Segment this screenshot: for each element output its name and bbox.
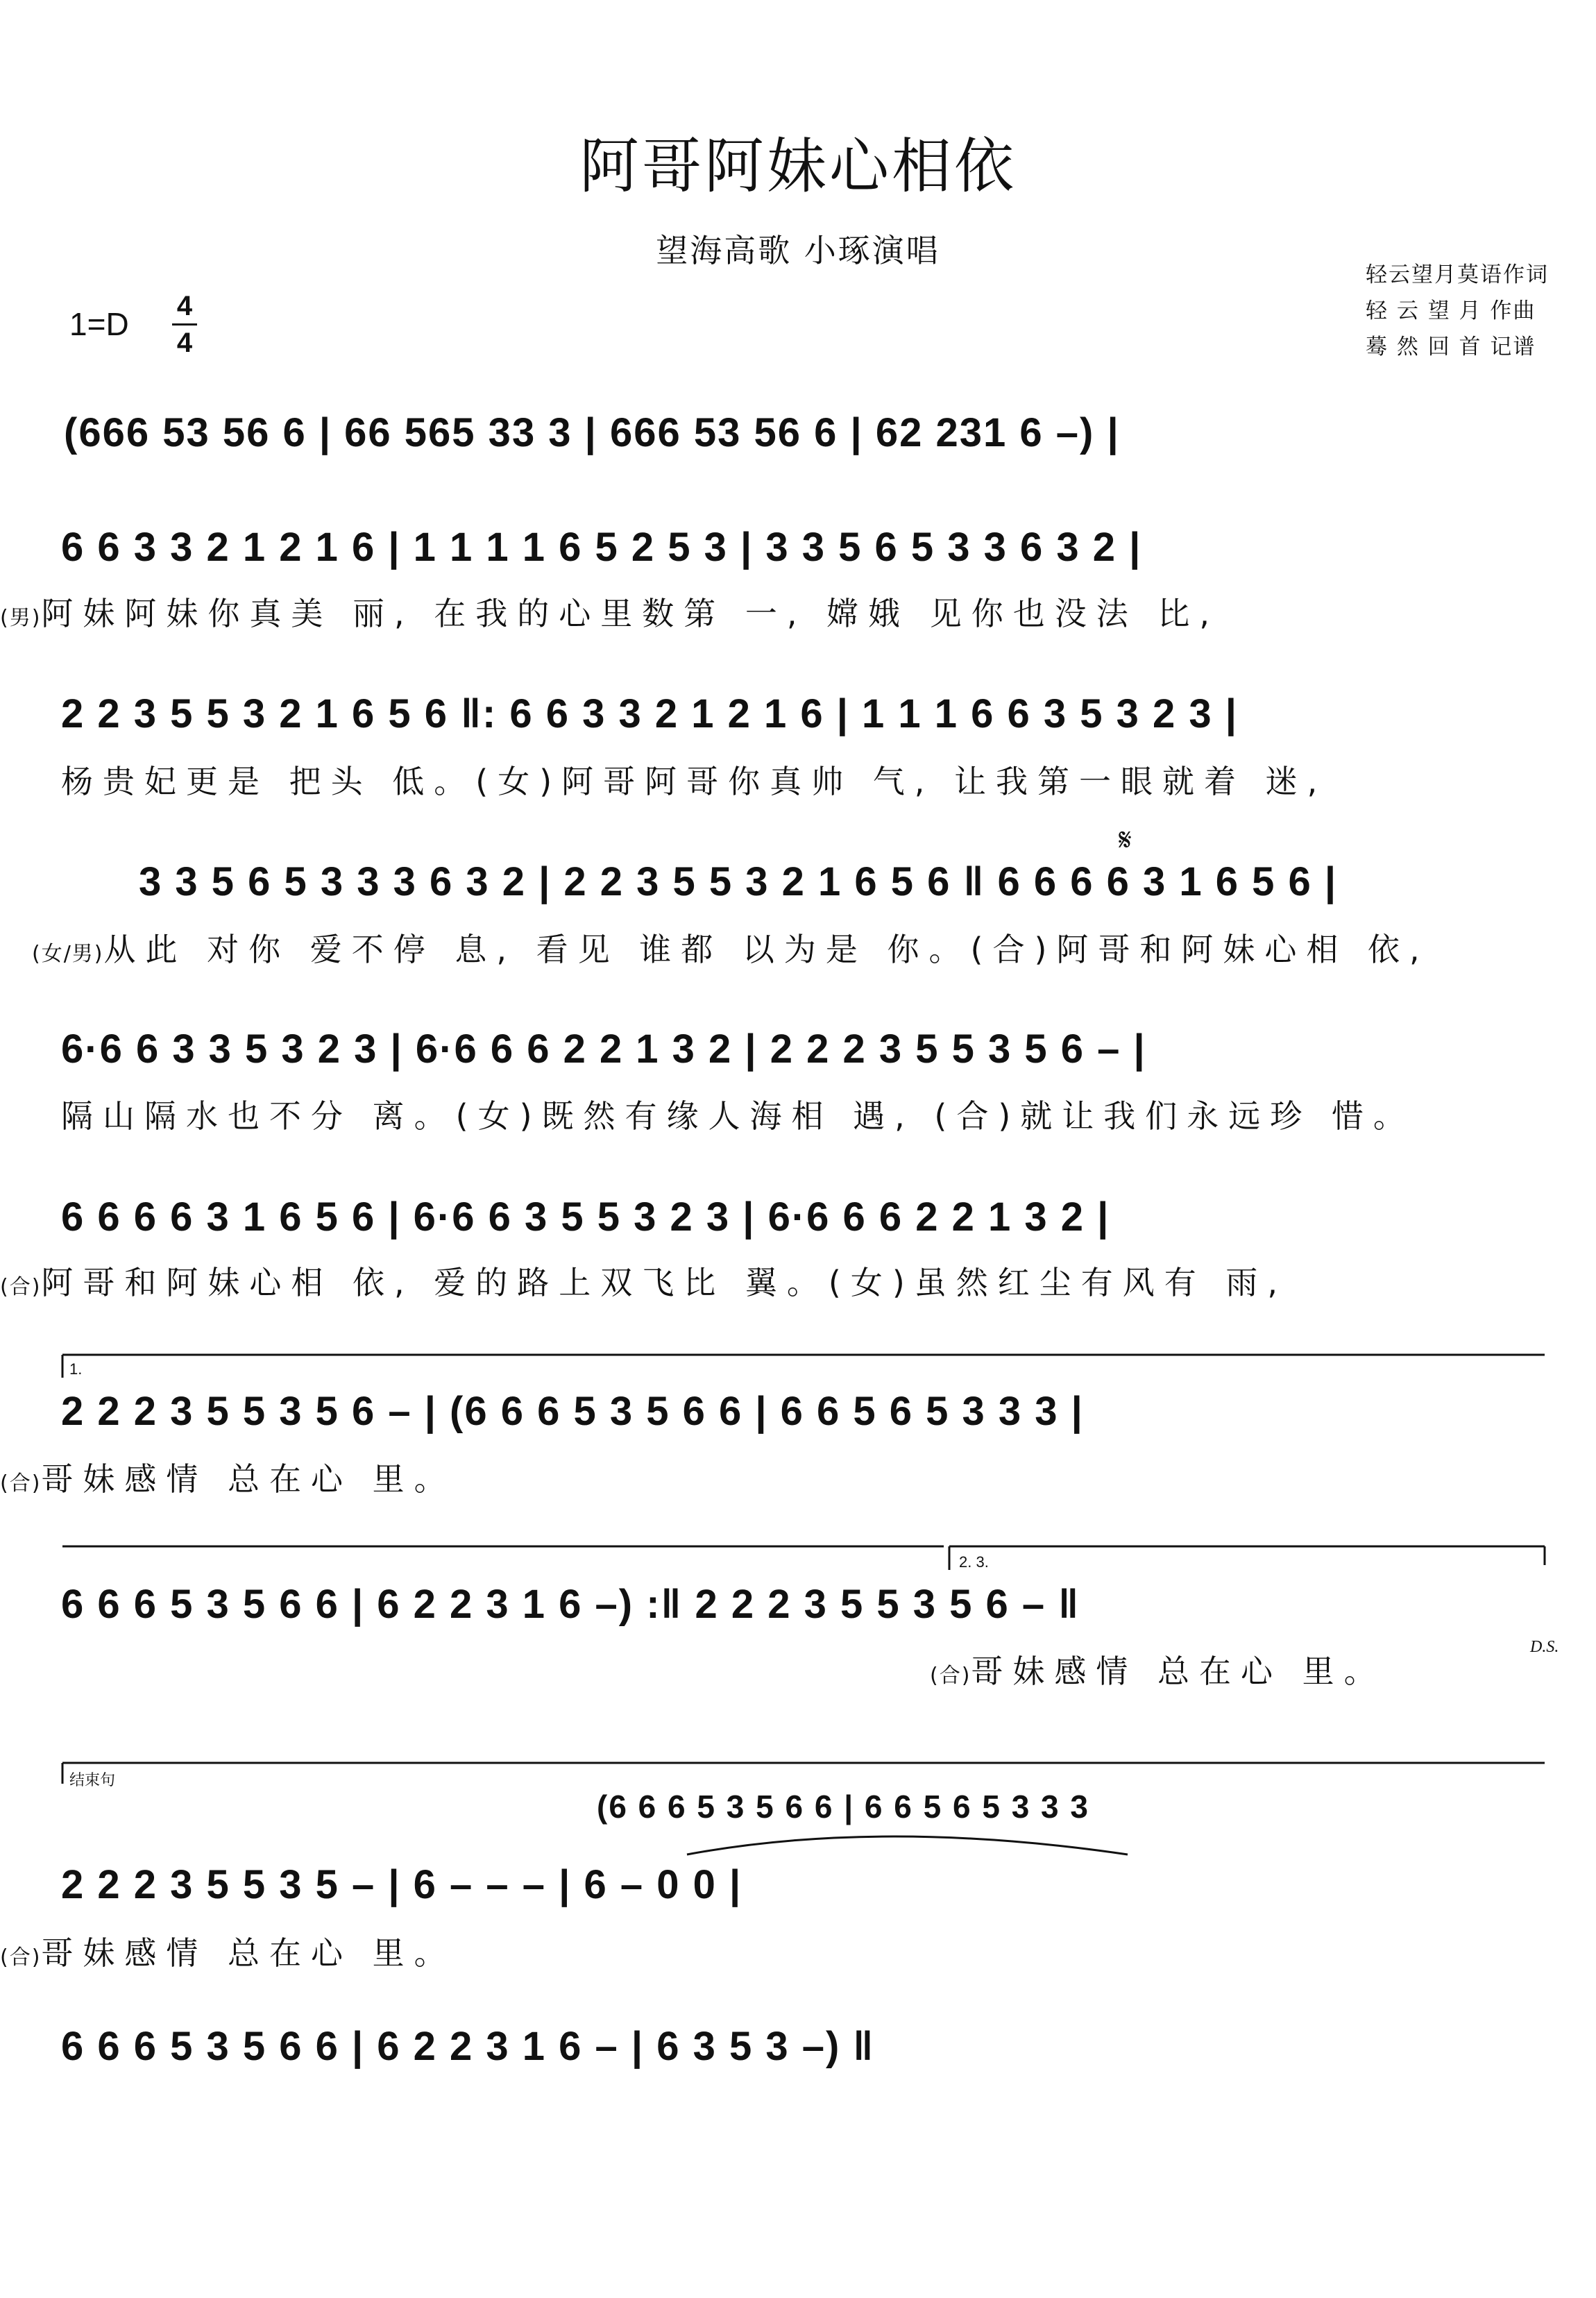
notation-row: 6·6 6 3 3 5 3 2 3 | 6·6 6 6 2 2 1 3 2 | 2 2 2 3 5 5 3 5 6 – | bbox=[61, 1027, 1146, 1072]
singer-label: (合) bbox=[0, 1275, 42, 1299]
lyric-text: 从此 对你 爱不停 息, 看见 谁都 以为是 你。(合)阿哥和阿妹心相 依, bbox=[103, 931, 1429, 968]
singer-label: (合) bbox=[0, 1471, 42, 1496]
volta-23-label: 2. 3. bbox=[959, 1553, 989, 1571]
singer-label: (女/男) bbox=[32, 942, 104, 966]
singer-label: (合) bbox=[930, 1664, 971, 1688]
notation-row: 2 2 2 3 5 5 3 5 6 – | (6 6 6 5 3 5 6 6 | 6 6 5 6 5 3 3 3 | bbox=[61, 1389, 1084, 1434]
ending-label: 结束句 bbox=[69, 1771, 116, 1789]
credit-transcriber: 蓦 然 回 首 记谱 bbox=[1366, 335, 1536, 360]
lyric-text: 哥妹感情 总在心 里。 bbox=[41, 1460, 456, 1498]
ds-marker: D.S. bbox=[1530, 1638, 1559, 1656]
lyric-text: 哥妹感情 总在心 里。 bbox=[971, 1653, 1386, 1690]
lyric-text: 阿哥和阿妹心相 依, 爱的路上双飞比 翼。(女)虽然红尘有风有 雨, bbox=[41, 1264, 1288, 1301]
credit-lyricist: 轻云望月莫语作词 bbox=[1366, 262, 1549, 287]
singer-label: (男) bbox=[0, 606, 42, 630]
tie-ending bbox=[687, 1836, 1128, 1855]
lyric-text: 阿妹阿妹你真美 丽, 在我的心里数第 一, 嫦娥 见你也没法 比, bbox=[41, 595, 1220, 632]
lyric-text: 哥妹感情 总在心 里。 bbox=[41, 1934, 456, 1972]
notation-row: 6 6 6 6 3 1 6 5 6 | 6·6 6 3 5 5 3 2 3 | 6·6 6 6 2 2 1 3 2 | bbox=[61, 1194, 1110, 1240]
notation-row: 6 6 6 5 3 5 6 6 | 6 2 2 3 1 6 –) :‖ 2 2 2 3 5 5 3 5 6 – ‖ bbox=[61, 1582, 1080, 1627]
notation-row: 6 6 3 3 2 1 2 1 6 | 1 1 1 1 6 5 2 5 3 | 3 3 5 6 5 3 3 6 3 2 | bbox=[61, 525, 1142, 570]
lyric-text: 杨贵妃更是 把头 低。(女)阿哥阿哥你真帅 气, 让我第一眼就着 迷, bbox=[61, 763, 1327, 800]
notation-row-accompaniment: (6 6 6 5 3 5 6 6 | 6 6 5 6 5 3 3 3 bbox=[597, 1789, 1090, 1825]
key-signature: 1=D bbox=[69, 306, 129, 342]
singer-label: (合) bbox=[0, 1945, 42, 1970]
volta-1-label: 1. bbox=[69, 1360, 83, 1378]
notation-row: 2 2 2 3 5 5 3 5 – | 6 – – – | 6 – 0 0 | bbox=[61, 1862, 742, 1907]
song-subtitle: 望海高歌 小琢演唱 bbox=[656, 232, 940, 269]
credit-composer: 轻 云 望 月 作曲 bbox=[1366, 298, 1536, 323]
notation-row: 6 6 6 5 3 5 6 6 | 6 2 2 3 1 6 – | 6 3 5 3 –) ‖ bbox=[61, 2024, 875, 2069]
notation-row: 3 3 5 6 5 3 3 3 6 3 2 | 2 2 3 5 5 3 2 1 6 5 6 ‖ 6 6 6 6 3 1 6 5 6 | bbox=[139, 859, 1338, 904]
notation-row: (666 53 56 6 | 66 565 33 3 | 666 53 56 6 | 62 231 6 –) | bbox=[64, 410, 1120, 455]
time-top: 4 bbox=[176, 291, 193, 321]
song-title: 阿哥阿妹心相依 bbox=[579, 132, 1017, 201]
segno-sign: 𝄋 bbox=[1119, 822, 1132, 858]
notation-row: 2 2 3 5 5 3 2 1 6 5 6 ‖: 6 6 3 3 2 1 2 1 6 | 1 1 1 6 6 3 5 3 2 3 | bbox=[61, 691, 1238, 736]
time-bottom: 4 bbox=[176, 328, 193, 358]
lyric-text: 隔山隔水也不分 离。(女)既然有缘人海相 遇, (合)就让我们永远珍 惜。 bbox=[61, 1097, 1415, 1135]
